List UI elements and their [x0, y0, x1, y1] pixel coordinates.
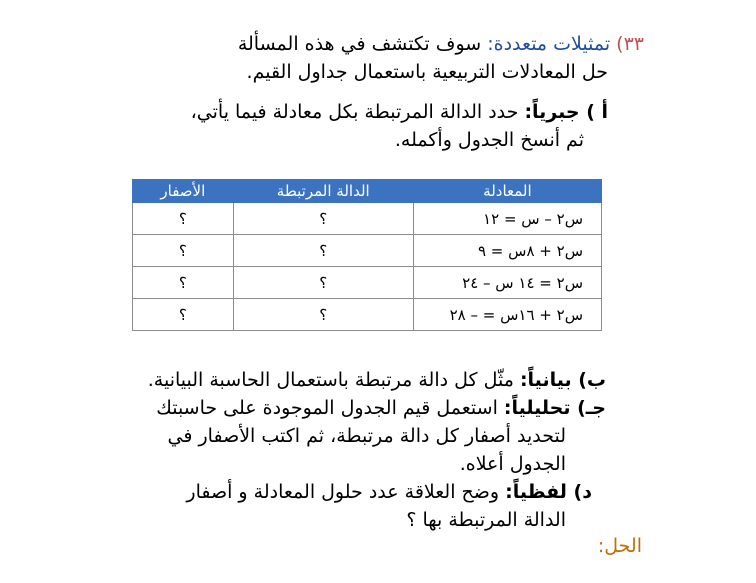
part-c-text-1: استعمل قيم الجدول الموجودة على حاسبتك [156, 397, 498, 419]
solution-label: الحل: [597, 535, 642, 557]
function-cell: ؟ [233, 235, 413, 267]
part-a-text-1: حدد الدالة المرتبطة بكل معادلة فيما يأتي، [190, 101, 519, 123]
table-row [133, 267, 602, 299]
header-equation: المعادلة [413, 180, 601, 203]
equation-cell: س٢ + ٨س = ٩ [413, 235, 601, 267]
zeros-cell: ؟ [133, 267, 234, 299]
zeros-cell: ؟ [133, 203, 234, 235]
equation-cell: س٢ – س = ١٢ [413, 203, 601, 235]
problem-line-1 [238, 30, 644, 58]
header-zeros: الأصفار [133, 180, 234, 203]
part-c-line-1 [156, 394, 606, 422]
header-function: الدالة المرتبطة [233, 180, 413, 203]
function-cell: ؟ [233, 203, 413, 235]
table-row [133, 203, 602, 235]
function-cell: ؟ [233, 267, 413, 299]
function-cell: ؟ [233, 299, 413, 331]
part-b-label: ب) بيانياً: [519, 369, 606, 391]
part-c-text-3: الجدول أعلاه. [459, 453, 566, 475]
zeros-cell: ؟ [133, 235, 234, 267]
part-d-text-2: الدالة المرتبطة بها ؟ [406, 509, 566, 531]
part-a-text-2: ثم أنسخ الجدول وأكمله. [394, 129, 584, 151]
part-d-line-1 [186, 478, 592, 506]
part-b-line [148, 366, 606, 394]
part-d-text-1: وضح العلاقة عدد حلول المعادلة و أصفار [186, 481, 500, 503]
table-header-row [133, 180, 602, 203]
part-c-label: جـ) تحليلياً: [503, 397, 606, 419]
part-c-text-2: لتحديد أصفار كل دالة مرتبطة، ثم اكتب الأصفار في [167, 425, 566, 447]
part-b-text: مثّل كل دالة مرتبطة باستعمال الحاسبة البيانية. [147, 369, 514, 391]
equation-cell: س٢ = ١٤ س – ٢٤ [413, 267, 601, 299]
part-a-label: أ ) جبرياً: [524, 101, 608, 123]
problem-number: ٣٣) [616, 33, 644, 55]
equations-table [132, 179, 602, 331]
table-row [133, 299, 602, 331]
table-row [133, 235, 602, 267]
problem-intro-1: سوف تكتشف في هذه المسألة [237, 33, 482, 55]
part-a-line-1 [191, 98, 608, 126]
equation-cell: س٢ + ١٦س = – ٢٨ [413, 299, 601, 331]
problem-intro-2: حل المعادلات التربيعية باستعمال جداول القيم. [246, 61, 608, 83]
zeros-cell: ؟ [133, 299, 234, 331]
part-d-label: د) لفظياً: [505, 481, 592, 503]
problem-title: تمثيلات متعددة: [487, 33, 611, 55]
